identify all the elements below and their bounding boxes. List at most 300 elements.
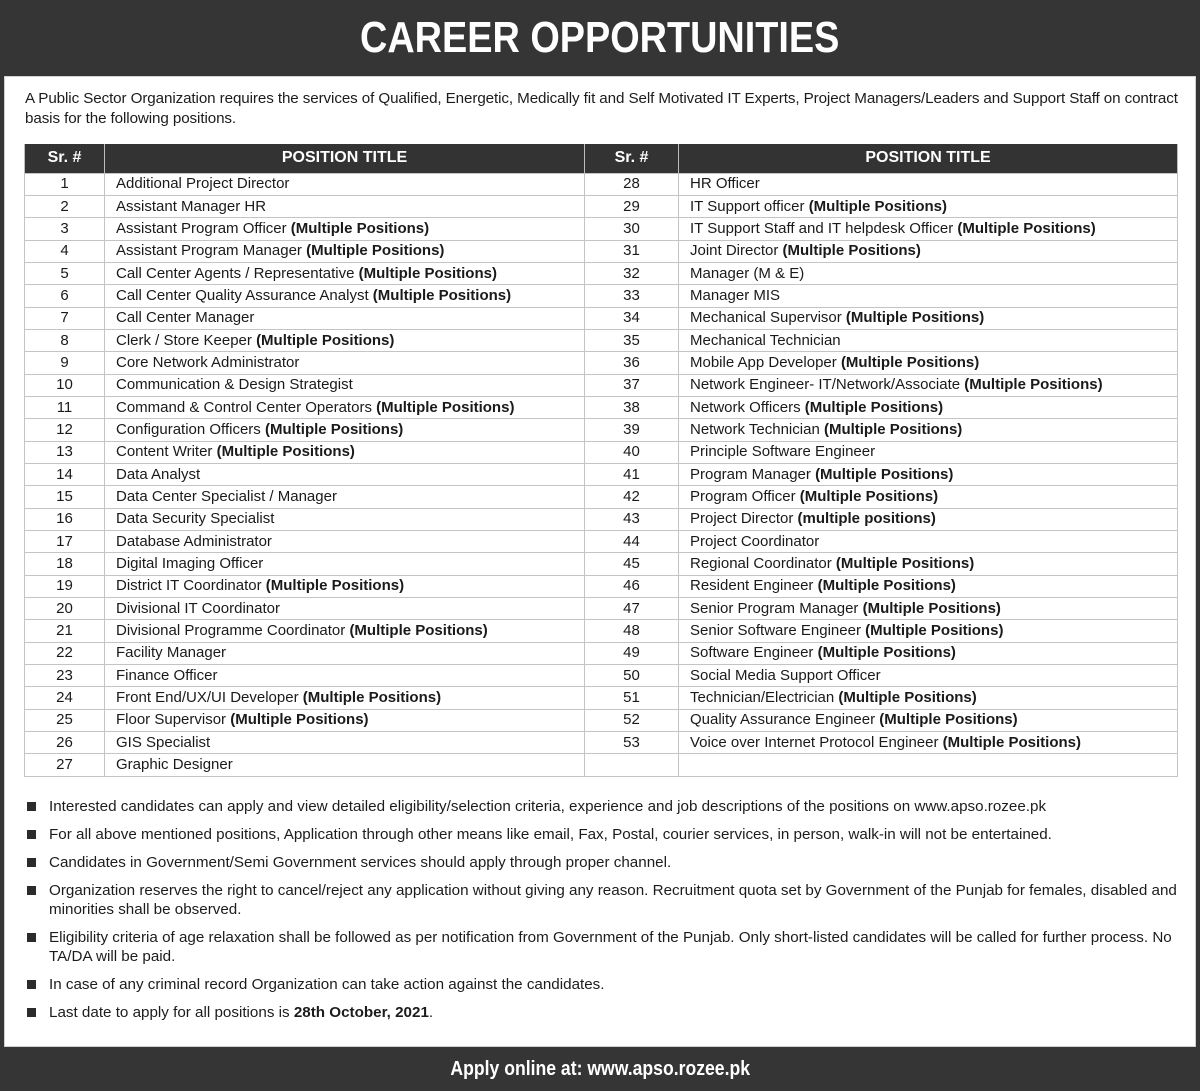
sr-number-cell [25, 486, 105, 508]
sr-number: 50 [623, 666, 640, 684]
sr-number: 40 [623, 443, 640, 461]
square-bullet-icon [27, 858, 36, 867]
note-text: Last date to apply for all positions is [49, 1004, 294, 1021]
sr-number-cell [585, 575, 679, 597]
multiple-positions-tag: (Multiple Positions) [349, 622, 488, 640]
note-text: Eligibility criteria of age relaxation shall be followed as per notification from Government of the Punjab. Only short-listed candidates will be called for further process. No TA/DA will be paid. [49, 929, 1172, 965]
position-title-cell [679, 687, 1178, 709]
multiple-positions-tag: (Multiple Positions) [230, 711, 369, 729]
position-title: Quality Assurance Engineer [690, 711, 880, 729]
position-title: GIS Specialist [116, 733, 211, 751]
note-text: Candidates in Government/Semi Government services should apply through proper channel. [49, 854, 672, 871]
sr-number-cell [25, 285, 105, 307]
sr-number-cell [585, 732, 679, 754]
sr-number: 14 [56, 465, 73, 483]
position-title: District IT Coordinator [116, 577, 266, 595]
position-title-cell [105, 419, 585, 441]
position-title-cell [105, 374, 585, 396]
table-row [25, 307, 1178, 329]
position-title: Manager MIS [690, 286, 781, 304]
sr-number: 21 [56, 622, 73, 640]
position-title-cell [105, 754, 585, 776]
sr-number-cell [585, 441, 679, 463]
sr-number-cell [25, 195, 105, 217]
sr-number-cell [585, 396, 679, 418]
table-row [25, 463, 1178, 485]
sr-number: 47 [623, 599, 640, 617]
note-item [25, 853, 1185, 872]
position-title: Mobile App Developer [690, 353, 841, 371]
position-title-cell [679, 598, 1178, 620]
position-title: Divisional Programme Coordinator [116, 622, 350, 640]
position-title-cell [105, 285, 585, 307]
position-title-cell [679, 754, 1178, 776]
table-row [25, 262, 1178, 284]
multiple-positions-tag: (Multiple Positions) [306, 242, 445, 260]
table-row [25, 486, 1178, 508]
position-title: Program Officer [690, 487, 800, 505]
sr-number-cell [585, 285, 679, 307]
sr-number: 7 [60, 309, 69, 327]
position-title-cell [105, 486, 585, 508]
table-row [25, 732, 1178, 754]
table-body [25, 173, 1178, 776]
position-title-cell [679, 665, 1178, 687]
sr-number-cell [25, 352, 105, 374]
position-title: Network Technician [690, 420, 824, 438]
table-row [25, 441, 1178, 463]
note-item [25, 825, 1185, 844]
sr-number-cell [25, 553, 105, 575]
note-item [25, 1003, 1185, 1022]
sr-number: 53 [623, 733, 640, 751]
sr-number: 19 [56, 577, 73, 595]
position-title-cell [105, 218, 585, 240]
position-title-cell [105, 709, 585, 731]
table-header-row [25, 144, 1178, 173]
position-title: Data Analyst [116, 465, 201, 483]
sr-number-cell [585, 218, 679, 240]
sr-number: 6 [60, 286, 69, 304]
position-title: Graphic Designer [116, 756, 233, 774]
position-title-cell [105, 687, 585, 709]
position-title-cell [105, 195, 585, 217]
position-title-cell [105, 508, 585, 530]
sr-number: 23 [56, 666, 73, 684]
position-title-cell [679, 352, 1178, 374]
title-banner [0, 0, 1200, 76]
position-title: Data Center Specialist / Manager [116, 487, 337, 505]
sr-number-cell [25, 642, 105, 664]
table-row [25, 665, 1178, 687]
square-bullet-icon [27, 830, 36, 839]
position-title-cell [105, 240, 585, 262]
position-title-cell [679, 218, 1178, 240]
table-row [25, 508, 1178, 530]
sr-number: 43 [623, 510, 640, 528]
sr-number-cell [25, 240, 105, 262]
intro-paragraph: A Public Sector Organization requires the services of Qualified, Energetic, Medically fit and Self Motivated IT Experts, Project Managers/Leaders and Support Staff on contract basis for the following positions. [25, 90, 1178, 127]
multiple-positions-tag: (Multiple Positions) [840, 353, 980, 371]
multiple-positions-tag: (Multiple Positions) [865, 622, 1004, 640]
position-title: Data Security Specialist [116, 510, 275, 528]
position-title: Call Center Agents / Representative [116, 264, 359, 282]
sr-number-cell [25, 396, 105, 418]
position-title-cell [105, 441, 585, 463]
page-title: CAREER OPPORTUNITIES [360, 13, 840, 62]
sr-number-cell [585, 598, 679, 620]
sr-number-cell [25, 419, 105, 441]
multiple-positions-tag: (Multiple Positions) [265, 577, 405, 595]
table-row [25, 374, 1178, 396]
sr-number: 16 [56, 510, 73, 528]
square-bullet-icon [27, 886, 36, 895]
position-title-cell [679, 441, 1178, 463]
sr-number-cell [25, 575, 105, 597]
sr-number: 1 [60, 175, 69, 193]
sr-number-cell [25, 441, 105, 463]
sr-number: 31 [623, 242, 640, 260]
note-item [25, 928, 1185, 966]
column-header-sr-right: Sr. # [585, 144, 679, 173]
position-title: Network Officers [690, 398, 805, 416]
position-title: Digital Imaging Officer [116, 555, 264, 573]
sr-number-cell [25, 463, 105, 485]
position-title: Network Engineer- IT/Network/Associate [690, 376, 965, 394]
multiple-positions-tag: (Multiple Positions) [216, 443, 355, 461]
sr-number: 27 [56, 756, 73, 774]
position-title-cell [679, 732, 1178, 754]
position-title-cell [105, 531, 585, 553]
position-title: Program Manager [690, 465, 816, 483]
sr-number-cell [585, 642, 679, 664]
position-title-cell [105, 598, 585, 620]
position-title-cell [679, 642, 1178, 664]
table-row [25, 687, 1178, 709]
square-bullet-icon [27, 1008, 36, 1017]
sr-number-cell [25, 329, 105, 351]
sr-number-cell [585, 329, 679, 351]
multiple-positions-tag: (Multiple Positions) [942, 733, 1081, 751]
position-title: Manager (M & E) [690, 264, 805, 282]
table-row [25, 553, 1178, 575]
table-row [25, 620, 1178, 642]
note-tail: . [428, 1004, 434, 1021]
position-title: Regional Coordinator [690, 555, 836, 573]
sr-number: 28 [623, 175, 640, 193]
multiple-positions-tag: (Multiple Positions) [862, 599, 1001, 617]
sr-number-cell [585, 307, 679, 329]
position-title-cell [105, 463, 585, 485]
position-title: Mechanical Supervisor [690, 309, 846, 327]
multiple-positions-tag: (Multiple Positions) [264, 420, 404, 438]
table-row [25, 396, 1178, 418]
sr-number: 10 [56, 376, 73, 394]
position-title: Command & Control Center Operators [116, 398, 377, 416]
position-title: Call Center Manager [116, 309, 255, 327]
multiple-positions-tag: (Multiple Positions) [964, 376, 1103, 394]
apply-online-text: Apply online at: www.apso.rozee.pk [450, 1058, 750, 1080]
sr-number-cell [25, 531, 105, 553]
sr-number: 45 [623, 555, 640, 573]
position-title-cell [679, 396, 1178, 418]
position-title-cell [679, 419, 1178, 441]
sr-number: 29 [623, 197, 640, 215]
sr-number: 33 [623, 286, 640, 304]
position-title: Front End/UX/UI Developer [116, 689, 303, 707]
position-title-cell [679, 173, 1178, 195]
multiple-positions-tag: (Multiple Positions) [256, 331, 395, 349]
sr-number: 9 [60, 353, 69, 371]
position-title: Configuration Officers [116, 420, 265, 438]
multiple-positions-tag: (Multiple Positions) [290, 219, 430, 237]
note-text: In case of any criminal record Organization can take action against the candidates. [49, 976, 605, 993]
notes-list [25, 797, 1185, 1031]
sr-number: 15 [56, 487, 73, 505]
square-bullet-icon [27, 802, 36, 811]
multiple-positions-tag: (Multiple Positions) [835, 555, 975, 573]
position-title: Senior Program Manager [690, 599, 863, 617]
position-title-cell [679, 531, 1178, 553]
sr-number-cell [585, 553, 679, 575]
sr-number-cell [25, 374, 105, 396]
sr-number-cell [585, 352, 679, 374]
sr-number-cell [585, 240, 679, 262]
position-title-cell [105, 352, 585, 374]
position-title-cell [105, 732, 585, 754]
position-title: Divisional IT Coordinator [116, 599, 280, 617]
position-title-cell [679, 307, 1178, 329]
sr-number: 51 [623, 689, 640, 707]
position-title: Clerk / Store Keeper [116, 331, 257, 349]
position-title-cell [105, 329, 585, 351]
sr-number-cell [25, 732, 105, 754]
table-row [25, 329, 1178, 351]
table-row [25, 598, 1178, 620]
note-text: For all above mentioned positions, Application through other means like email, Fax, Postal, courier services, in person, walk-in will not be entertained. [49, 826, 1052, 843]
multiple-positions-tag: (Multiple Positions) [782, 242, 921, 260]
position-title: Floor Supervisor [116, 711, 231, 729]
sr-number-cell [585, 754, 679, 776]
sr-number: 34 [623, 309, 640, 327]
multiple-positions-tag: (Multiple Positions) [799, 487, 939, 505]
position-title: IT Support Staff and IT helpdesk Officer [690, 219, 958, 237]
multiple-positions-tag: (Multiple Positions) [823, 420, 963, 438]
position-title: Database Administrator [116, 532, 272, 550]
position-title: Facility Manager [116, 644, 227, 662]
position-title-cell [679, 463, 1178, 485]
position-title: Communication & Design Strategist [116, 376, 353, 394]
multiple-positions-tag: (Multiple Positions) [838, 689, 977, 707]
sr-number-cell [585, 195, 679, 217]
position-title-cell [105, 575, 585, 597]
sr-number: 38 [623, 398, 640, 416]
multiple-positions-tag: (Multiple Positions) [845, 309, 985, 327]
multiple-positions-tag: (Multiple Positions) [817, 577, 956, 595]
position-title: Assistant Program Manager [116, 242, 307, 260]
position-title-cell [679, 620, 1178, 642]
sr-number: 20 [56, 599, 73, 617]
sr-number-cell [25, 598, 105, 620]
sr-number-cell [585, 463, 679, 485]
sr-number-cell [585, 709, 679, 731]
position-title: Social Media Support Officer [690, 666, 881, 684]
sr-number-cell [25, 709, 105, 731]
sr-number: 18 [56, 555, 73, 573]
position-title-cell [679, 508, 1178, 530]
table-row [25, 173, 1178, 195]
position-title: Senior Software Engineer [690, 622, 866, 640]
column-header-title-left: POSITION TITLE [105, 144, 585, 173]
position-title: Assistant Manager HR [116, 197, 267, 215]
multiple-positions-tag: (Multiple Positions) [957, 219, 1096, 237]
multiple-positions-tag: (Multiple Positions) [879, 711, 1018, 729]
table-row [25, 285, 1178, 307]
sr-number-cell [25, 307, 105, 329]
multiple-positions-tag: (Multiple Positions) [804, 398, 944, 416]
sr-number-cell [25, 754, 105, 776]
table-row [25, 218, 1178, 240]
note-text: Interested candidates can apply and view detailed eligibility/selection criteria, experience and job descriptions of the positions on www.apso.rozee.pk [49, 798, 1047, 815]
sr-number-cell [25, 687, 105, 709]
multiple-positions-tag: (Multiple Positions) [372, 286, 512, 304]
sr-number: 52 [623, 711, 640, 729]
position-title-cell [679, 486, 1178, 508]
table-row [25, 531, 1178, 553]
position-title-cell [105, 642, 585, 664]
sr-number: 37 [623, 376, 640, 394]
multiple-positions-tag: (multiple positions) [797, 510, 936, 528]
sr-number: 5 [60, 264, 69, 282]
sr-number-cell [585, 508, 679, 530]
position-title: Software Engineer [690, 644, 818, 662]
position-title-cell [679, 329, 1178, 351]
table-row [25, 754, 1178, 776]
position-title-cell [679, 240, 1178, 262]
position-title: Additional Project Director [116, 175, 290, 193]
position-title-cell [679, 262, 1178, 284]
position-title: Assistant Program Officer [116, 219, 291, 237]
table-row [25, 419, 1178, 441]
footer-banner [0, 1048, 1200, 1091]
position-title: Core Network Administrator [116, 353, 300, 371]
note-item [25, 881, 1185, 919]
sr-number-cell [25, 218, 105, 240]
column-header-title-right: POSITION TITLE [679, 144, 1178, 173]
sr-number: 49 [623, 644, 640, 662]
table-row [25, 195, 1178, 217]
note-item [25, 975, 1185, 994]
position-title: Content Writer [116, 443, 217, 461]
sr-number-cell [25, 262, 105, 284]
sr-number: 48 [623, 622, 640, 640]
position-title: Resident Engineer [690, 577, 818, 595]
position-title: Finance Officer [116, 666, 218, 684]
position-title-cell [105, 396, 585, 418]
sr-number: 39 [623, 420, 640, 438]
sr-number: 25 [56, 711, 73, 729]
sr-number: 41 [623, 465, 640, 483]
position-title: Voice over Internet Protocol Engineer [690, 733, 943, 751]
sr-number-cell [25, 508, 105, 530]
position-title-cell [105, 173, 585, 195]
sr-number: 13 [56, 443, 73, 461]
sr-number: 44 [623, 532, 640, 550]
sr-number: 24 [56, 689, 73, 707]
position-title: IT Support officer [690, 197, 809, 215]
position-title-cell [679, 709, 1178, 731]
table-row [25, 709, 1178, 731]
content-panel [4, 76, 1196, 1047]
table-row [25, 240, 1178, 262]
position-title-cell [679, 374, 1178, 396]
position-title: Principle Software Engineer [690, 443, 876, 461]
position-title-cell [105, 307, 585, 329]
sr-number: 17 [56, 532, 73, 550]
sr-number: 2 [60, 197, 69, 215]
sr-number-cell [585, 262, 679, 284]
position-title: HR Officer [690, 175, 760, 193]
sr-number-cell [585, 173, 679, 195]
sr-number: 30 [623, 219, 640, 237]
sr-number-cell [585, 665, 679, 687]
note-highlight: 28th October, 2021 [293, 1004, 429, 1021]
sr-number-cell [585, 419, 679, 441]
multiple-positions-tag: (Multiple Positions) [815, 465, 954, 483]
column-header-sr-left: Sr. # [25, 144, 105, 173]
multiple-positions-tag: (Multiple Positions) [808, 197, 948, 215]
sr-number: 22 [56, 644, 73, 662]
multiple-positions-tag: (Multiple Positions) [817, 644, 956, 662]
sr-number-cell [25, 620, 105, 642]
sr-number-cell [585, 531, 679, 553]
table-row [25, 352, 1178, 374]
position-title: Technician/Electrician [690, 689, 839, 707]
sr-number: 4 [60, 242, 69, 260]
position-title-cell [105, 665, 585, 687]
sr-number: 8 [60, 331, 69, 349]
position-title: Project Director [690, 510, 798, 528]
position-title-cell [679, 553, 1178, 575]
position-title-cell [679, 195, 1178, 217]
sr-number: 26 [56, 733, 73, 751]
positions-table [24, 144, 1178, 777]
position-title-cell [679, 575, 1178, 597]
position-title-cell [105, 620, 585, 642]
multiple-positions-tag: (Multiple Positions) [302, 689, 442, 707]
sr-number: 12 [56, 420, 73, 438]
sr-number-cell [25, 665, 105, 687]
sr-number: 36 [623, 353, 640, 371]
sr-number-cell [585, 687, 679, 709]
note-item [25, 797, 1185, 816]
sr-number: 46 [623, 577, 640, 595]
position-title: Joint Director [690, 242, 783, 260]
multiple-positions-tag: (Multiple Positions) [358, 264, 497, 282]
table-row [25, 575, 1178, 597]
position-title-cell [105, 553, 585, 575]
sr-number: 32 [623, 264, 640, 282]
position-title: Project Coordinator [690, 532, 820, 550]
sr-number-cell [585, 620, 679, 642]
sr-number-cell [585, 374, 679, 396]
square-bullet-icon [27, 933, 36, 942]
position-title: Call Center Quality Assurance Analyst [116, 286, 373, 304]
position-title-cell [679, 285, 1178, 307]
sr-number: 3 [60, 219, 69, 237]
multiple-positions-tag: (Multiple Positions) [376, 398, 515, 416]
sr-number: 35 [623, 331, 640, 349]
